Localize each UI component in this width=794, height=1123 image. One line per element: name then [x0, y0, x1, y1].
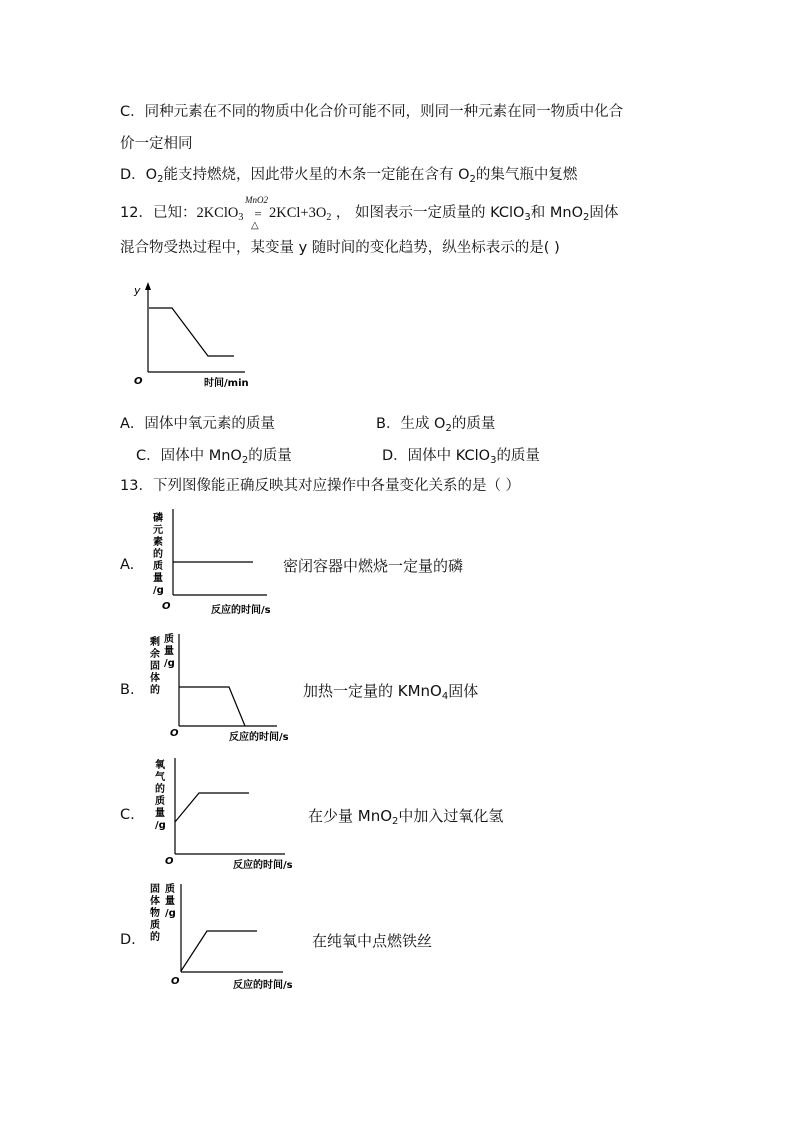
svg-text:质: 质	[164, 634, 174, 645]
q13-a-graph	[145, 505, 295, 617]
svg-text:物: 物	[150, 908, 160, 919]
q13-c-letter: C.	[120, 807, 135, 823]
q13-c-graph	[145, 752, 310, 870]
svg-text:/g: /g	[164, 658, 175, 669]
svg-text:量: 量	[153, 573, 163, 584]
y-axis-label	[155, 758, 166, 831]
svg-text:元: 元	[153, 525, 163, 536]
equation-condition: MnO2 = △	[244, 194, 268, 231]
q13-a-description: 密闭容器中燃烧一定量的磷	[283, 557, 464, 575]
x-axis-label: 反应的时间/s	[233, 980, 293, 991]
q12-option-a: A．固体中氧元素的质量	[120, 416, 275, 432]
x-axis-label: 反应的时间/s	[211, 605, 271, 616]
y-axis-label-left	[150, 882, 160, 943]
y-axis-label-left	[150, 635, 160, 696]
svg-text:固: 固	[150, 884, 160, 895]
q13-d-description: 在纯氧中点燃铁丝	[312, 932, 433, 950]
svg-text:/g: /g	[153, 585, 164, 596]
y-axis-label: y	[134, 284, 141, 297]
svg-text:质: 质	[165, 884, 175, 895]
svg-text:素: 素	[153, 537, 163, 548]
svg-text:量: 量	[155, 808, 165, 819]
q11-option-d: D．$O_2$能支持燃烧，因此带火星的木条一定能在含有 $O_2$的集气瓶中复燃	[120, 167, 578, 185]
q11-option-c-line1: C．同种元素在不同的物质中化合价可能不同，则同一种元素在同一物质中化合	[120, 104, 624, 120]
svg-text:气: 气	[155, 772, 165, 783]
origin-label: O	[134, 376, 143, 387]
svg-text:固: 固	[150, 661, 160, 672]
svg-text:量: 量	[165, 896, 175, 907]
y-axis-label-right	[165, 882, 176, 919]
q12-stem-line1: 12．已知：2KClO$_3$ MnO2 = △ $2KCl+3O_2$ ， 如图表示一定质量的 KClO$_3$和 MnO$_2$固体	[120, 194, 619, 231]
q11-option-c-line2: 价一定相同	[120, 136, 193, 152]
q13-b-description: 加热一定量的 KMnO$_4$固体	[303, 682, 479, 702]
svg-text:剩: 剩	[150, 637, 160, 648]
x-axis-label: 反应的时间/s	[229, 732, 289, 743]
svg-text:磷: 磷	[153, 513, 163, 524]
q12-option-c: C．固体中 MnO$_2$的质量	[136, 448, 292, 466]
svg-text:的: 的	[150, 685, 160, 696]
q13-a-letter: A.	[120, 557, 135, 573]
x-axis-label: 时间/min	[204, 378, 249, 389]
y-axis-label	[153, 511, 164, 596]
y-axis-label-right	[164, 632, 175, 669]
q13-b-letter: B.	[120, 682, 135, 698]
svg-text:氧: 氧	[155, 760, 165, 771]
origin-label: O	[171, 976, 180, 987]
x-axis-label: 反应的时间/s	[233, 860, 293, 870]
q13-stem: 13．下列图像能正确反映其对应操作中各量变化关系的是（ ）	[120, 478, 521, 494]
q12-option-b: B．生成 $O_2$的质量	[376, 416, 496, 434]
q13-d-letter: D.	[120, 932, 136, 948]
svg-text:的: 的	[155, 784, 165, 795]
svg-text:/g: /g	[155, 820, 166, 831]
svg-text:体: 体	[150, 896, 160, 907]
trend-line	[179, 687, 245, 726]
trend-line	[181, 931, 257, 971]
svg-text:的: 的	[150, 932, 160, 943]
q12-equation: 2KClO$_3$ MnO2 = △ $2KCl+3O_2$	[196, 194, 332, 231]
y-axis-arrow	[145, 282, 151, 290]
trend-line	[149, 308, 234, 356]
q12-stem-line2: 混合物受热过程中，某变量 y 随时间的变化趋势，纵坐标表示的是( )	[120, 240, 560, 256]
q12-graph	[130, 280, 270, 392]
origin-label: O	[170, 728, 179, 739]
q13-b-graph	[145, 630, 305, 745]
origin-label: O	[165, 856, 174, 867]
svg-text:质: 质	[150, 920, 160, 931]
q13-d-graph	[145, 878, 310, 993]
q13-c-description: 在少量 MnO$_2$中加入过氧化氢	[308, 807, 504, 827]
svg-text:体: 体	[150, 673, 160, 684]
origin-label: O	[162, 601, 171, 612]
trend-line	[175, 793, 249, 822]
svg-text:质: 质	[155, 796, 165, 807]
q12-option-d: D．固体中 KClO$_3$的质量	[382, 448, 540, 466]
svg-text:余: 余	[150, 649, 160, 660]
svg-text:量: 量	[164, 646, 174, 657]
svg-text:/g: /g	[165, 908, 176, 919]
svg-text:的: 的	[153, 549, 163, 560]
svg-text:质: 质	[153, 561, 163, 572]
